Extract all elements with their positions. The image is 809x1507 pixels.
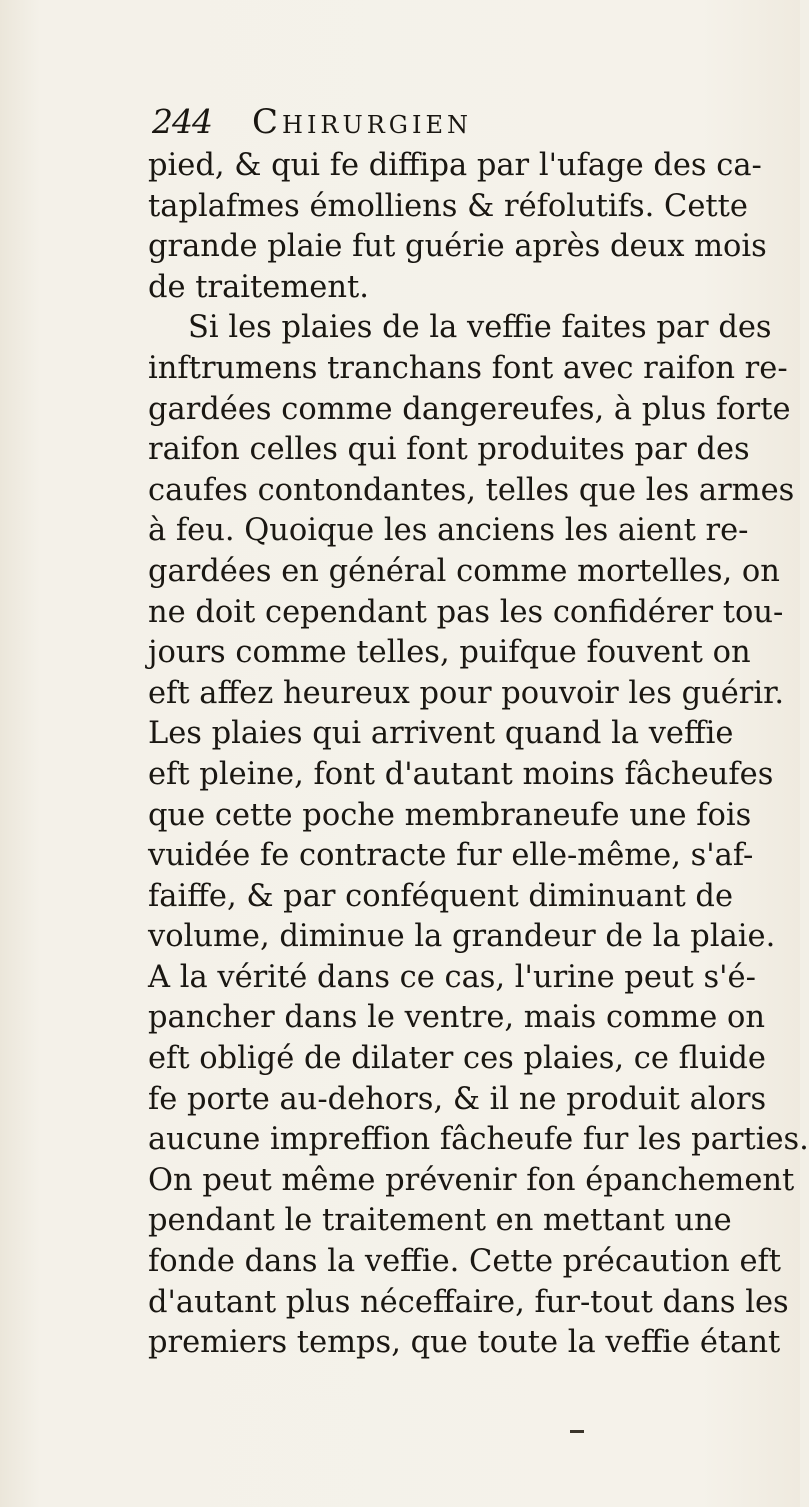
page-header: [152, 102, 712, 142]
text-line: On peut même prévenir fon épanchement: [148, 1162, 795, 1198]
text-line: que cette poche membraneufe une fois: [148, 797, 752, 833]
running-head: Chirurgien: [252, 102, 472, 142]
text-line: A la vérité dans ce cas, l'urine peut s'é-: [148, 959, 756, 995]
text-line: Les plaies qui arrivent quand la veffie: [148, 716, 734, 752]
text-line: faiffe, & par conféquent diminuant de: [148, 878, 733, 914]
text-line: eft pleine, font d'autant moins fâcheufes: [148, 756, 774, 792]
text-line: grande plaie fut guérie après deux mois: [148, 229, 767, 265]
text-line: de traitement.: [148, 269, 369, 305]
text-line: vuidée fe contracte fur elle-même, s'af-: [148, 838, 754, 874]
body-text: [148, 146, 809, 1364]
text-line: fe porte au-dehors, & il ne produit alors: [148, 1081, 767, 1117]
text-line: fonde dans la veffie. Cette précaution eft: [148, 1244, 782, 1280]
text-line: pied, & qui fe diffipa par l'ufage des ca-: [148, 148, 762, 183]
text-line: raifon celles qui font produites par des: [148, 432, 750, 468]
text-line: caufes contondantes, telles que les armes: [148, 472, 795, 508]
text-line: ne doit cependant pas les confidérer tou-: [148, 594, 784, 630]
text-line: à feu. Quoique les anciens les aient re-: [148, 513, 749, 549]
text-line: Si les plaies de la veffie faites par des: [188, 310, 772, 346]
text-line: pancher dans le ventre, mais comme on: [148, 1000, 766, 1036]
text-line: pendant le traitement en mettant une: [148, 1203, 732, 1239]
text-line: premiers temps, que toute la veffie étant: [148, 1325, 781, 1361]
text-line: jours comme telles, puifque fouvent on: [148, 635, 751, 671]
text-line: gardées comme dangereufes, à plus forte: [148, 391, 791, 427]
text-line: eft obligé de dilater ces plaies, ce fluide: [148, 1041, 766, 1077]
text-line: eft affez heureux pour pouvoir les guérir.: [148, 675, 785, 711]
page-number: 244: [152, 102, 212, 141]
text-line: d'autant plus néceffaire, fur-tout dans les: [148, 1284, 789, 1320]
text-line: aucune impreffion fâcheufe fur les parties.: [148, 1122, 809, 1158]
text-line: inftrumens tranchans font avec raifon re-: [148, 350, 788, 386]
text-line: gardées en général comme mortelles, on: [148, 553, 780, 589]
text-line: volume, diminue la grandeur de la plaie.: [148, 919, 776, 955]
text-line: taplafmes émolliens & réfolutifs. Cette: [148, 188, 748, 224]
signature-mark: [570, 1430, 584, 1433]
